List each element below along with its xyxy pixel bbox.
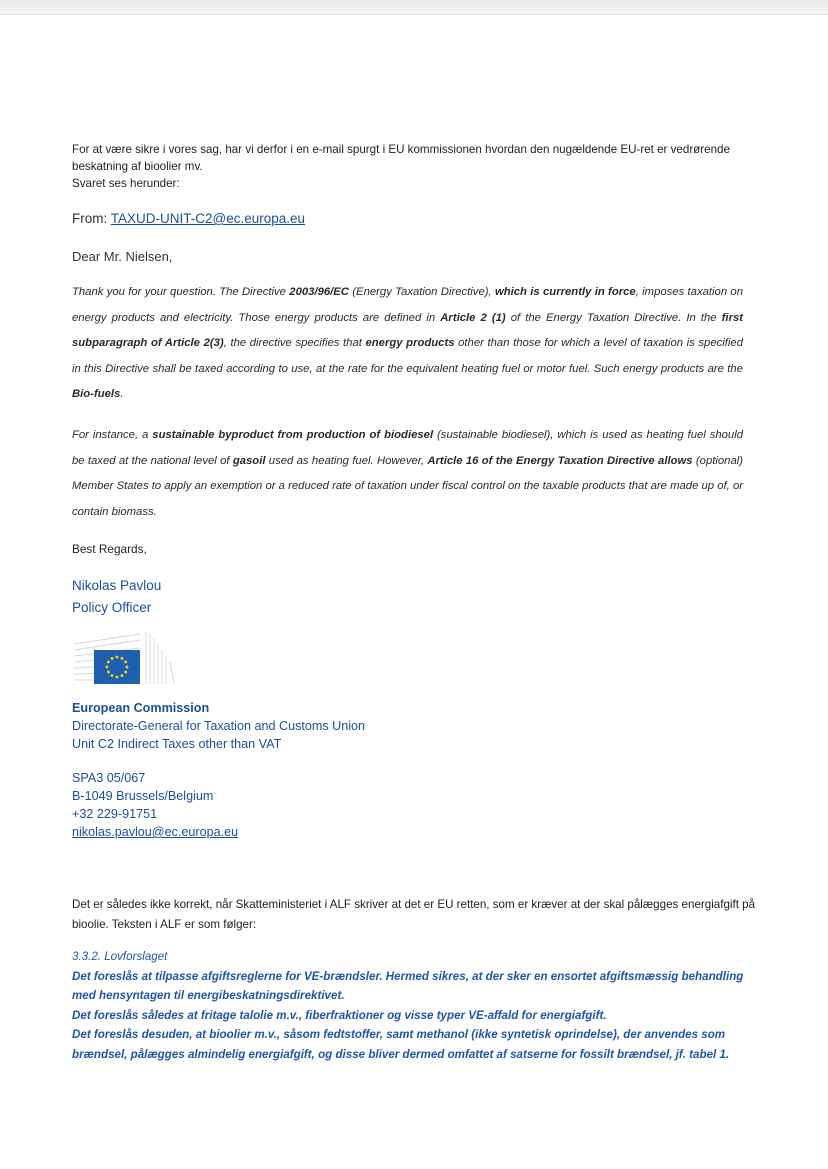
- greeting: Dear Mr. Nielsen,: [72, 249, 173, 264]
- eu-star-icon: [124, 671, 127, 674]
- alf-line: Det foreslås desuden, at bioolier m.v., såsom fedtstoffer, samt methanol (ikke syntetisk oprindelse), der anvendes som brændsel, pålægges almindelig energiafgift, og disse bliver dermed omfattet af satserne for fossilt brændsel, jf. tabel 1.: [72, 1028, 730, 1061]
- emphasized-text: sustainable byproduct from production of biodiesel: [152, 429, 434, 441]
- signature-email-link[interactable]: nikolas.pavlou@ec.europa.eu: [72, 825, 239, 839]
- alf-heading: 3.3.2. Lovforslaget: [72, 950, 168, 963]
- text-segment: other than those for which a level of taxation is specified in this Directive shall be taxed according to use, at the rate for the equivalent heating fuel or motor fuel. Such energy products are the: [72, 337, 743, 375]
- from-label: From:: [72, 211, 111, 226]
- eu-star-icon: [106, 666, 109, 669]
- scan-top-edge: [0, 0, 828, 15]
- text-segment: , the directive specifies that: [223, 337, 366, 349]
- text-segment: (sustainable biodiesel), which is used as heating fuel should be taxed at the national level of: [72, 429, 744, 467]
- signature-title: Policy Officer: [72, 600, 152, 615]
- emphasized-text: gasoil: [232, 454, 266, 467]
- eu-star-icon: [124, 661, 127, 664]
- from-email-link[interactable]: TAXUD-UNIT-C2@ec.europa.eu: [110, 211, 306, 226]
- alf-line: Det foreslås at tilpasse afgiftsreglerne for VE-brændsler. Hermed sikres, at der sker en ensortet afgiftsmæssig behandling med hensyntagen til energibeskatningsdirektivet.: [72, 969, 744, 1002]
- organization-name: European Commission: [72, 701, 210, 715]
- conclusion-paragraph: Det er således ikke korrekt, når Skatteministeriet i ALF skriver at det er EU retten, som er kræver at der skal pålægges energiafgift på bioolie. Teksten i ALF er som følger:: [72, 898, 756, 931]
- eu-star-icon: [121, 674, 124, 677]
- emphasized-text: energy products: [365, 337, 455, 349]
- email-paragraph-2: [72, 423, 743, 525]
- emphasized-text: first subparagraph of Article 2(3): [72, 311, 744, 349]
- intro-line: Svaret ses herunder:: [72, 177, 180, 190]
- email-paragraph-1: [72, 280, 743, 408]
- emphasized-text: Article 16 of the Energy Taxation Directive allows: [427, 454, 693, 467]
- emphasized-text: Bio-fuels: [72, 388, 121, 400]
- text-segment: , imposes taxation on energy products and electricity. Those energy products are defined in: [72, 286, 743, 324]
- text-segment: (Energy Taxation Directive),: [348, 286, 495, 298]
- alf-line: Det foreslås således at fritage talolie m.v., fiberfraktioner og visse typer VE-affald for energiafgift.: [72, 1008, 607, 1022]
- city: B-1049 Brussels/Belgium: [72, 789, 214, 803]
- emphasized-text: which is currently in force: [494, 286, 636, 298]
- emphasized-text: 2003/96/EC: [289, 286, 349, 298]
- eu-star-icon: [107, 671, 110, 674]
- eu-star-icon: [121, 657, 124, 660]
- intro-line: For at være sikre i vores sag, har vi derfor i en e-mail spurgt i EU kommissionen hvordan den nugældende EU-ret er vedrørende beskatning af bioolier mv.: [72, 143, 730, 173]
- signature-name: Nikolas Pavlou: [72, 578, 162, 593]
- text-segment: of the Energy Taxation Directive. In the: [505, 311, 722, 324]
- emphasized-text: Article 2 (1): [440, 311, 506, 324]
- alf-quote: [72, 947, 762, 1064]
- eu-star-icon: [111, 674, 114, 677]
- office: SPA3 05/067: [72, 771, 146, 785]
- signature-block: [72, 575, 161, 619]
- text-segment: used as heating fuel. However,: [265, 454, 428, 467]
- address-block: [72, 769, 238, 841]
- text-segment: (optional) Member States to apply an exemption or a reduced rate of taxation under fiscal control on the taxable products that are made up of, or contain biomass.: [72, 454, 743, 518]
- directorate: Directorate-General for Taxation and Customs Union: [72, 719, 366, 733]
- european-commission-logo: [74, 630, 184, 686]
- eu-star-icon: [111, 657, 114, 660]
- eu-star-icon: [116, 676, 119, 679]
- closing: Best Regards,: [72, 542, 147, 556]
- phone: +32 229-91751: [72, 807, 158, 821]
- text-segment: For instance, a: [72, 429, 153, 441]
- intro-paragraph: [72, 141, 752, 192]
- eu-star-icon: [107, 661, 110, 664]
- unit: Unit C2 Indirect Taxes other than VAT: [72, 737, 282, 751]
- eu-star-icon: [126, 666, 129, 669]
- eu-star-icon: [116, 656, 119, 659]
- organization-block: [72, 699, 365, 753]
- text-segment: .: [120, 388, 124, 400]
- email-from: [72, 211, 305, 226]
- text-segment: Thank you for your question. The Directive: [72, 286, 290, 298]
